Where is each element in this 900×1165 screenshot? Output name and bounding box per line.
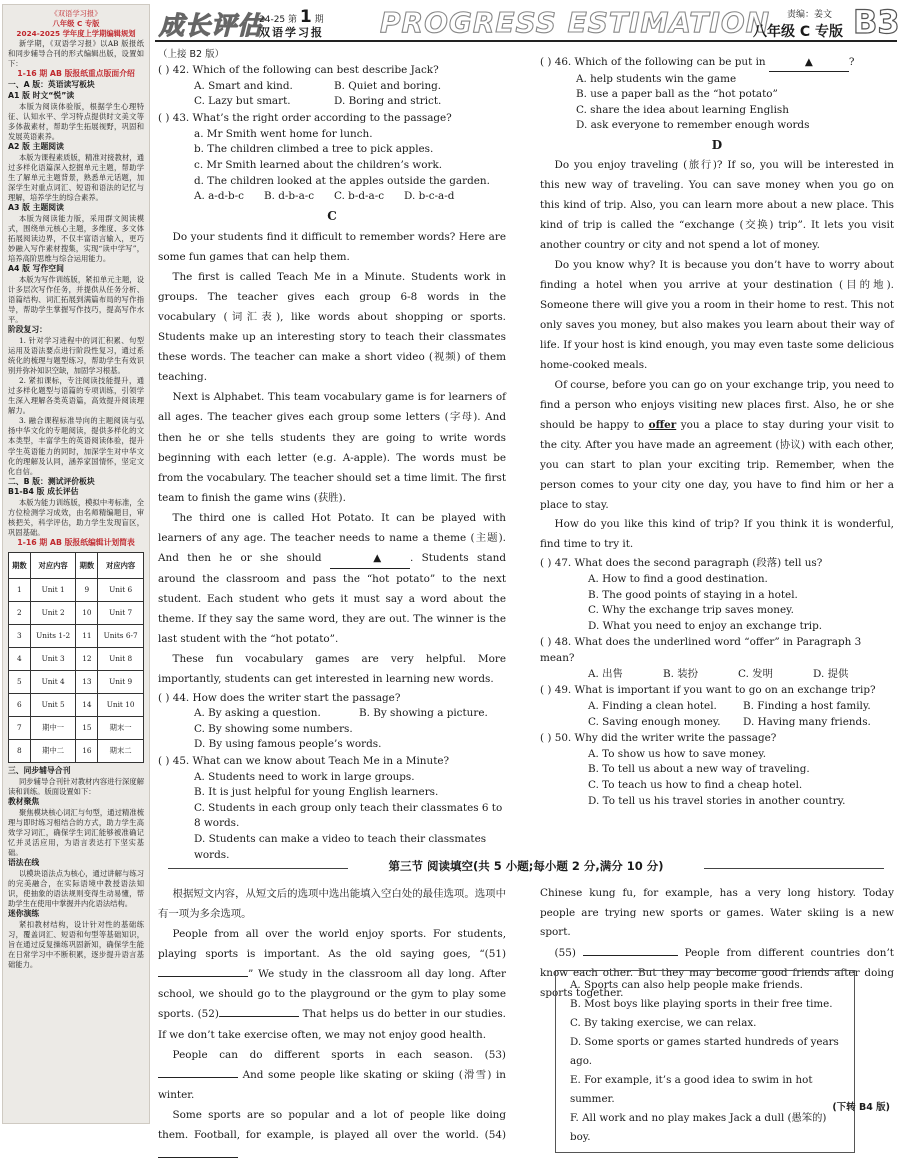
passage-d-para-2: Do you know why? It is because you don’t have to worry about finding a hotel when you arrive at your destination (目的地). Someone there will give you a room in their home to rest. This not only saves you money, but also makes you learn about their way of life. If your host is kind enough, you may even taste some delicious home-cooked meals. [540,258,894,371]
question-45: ( ) 45. What can we know about Teach Me in a Minute? [158,754,450,767]
q47-option-d: D. What you need to enjoy an exchange trip. [588,619,823,632]
q47-option-a: A. How to find a good destination. [588,573,768,586]
option-b: B. Most boys like playing sports in their free time. [570,998,833,1011]
plan-table-cell: 期末一 [98,717,144,740]
plan-table-cell: 16 [76,740,98,763]
part1-title: 一、A 版：英语读写板块 [8,80,95,90]
q46-option-a: A. help students win the game [576,72,737,85]
blank-46: ▲ [330,548,410,569]
q48-options [540,667,894,683]
q49-option-d: D. Having many friends. [743,715,871,728]
b1-text: 本版为能力训练版，模拟中考标准，全方位检测学习成效，由名师精编题目，审核把关，科学评估，助力学生发现盲区，巩固基础。 [8,498,144,538]
continued-to: (下转 B4 版) [832,1102,890,1113]
q46-option-b: B. use a paper ball as the “hot potato” [576,88,778,101]
stage-1: 1. 针对学习进程中的词汇积累、句型运用及语法要点进行阶段性复习，通过系统化的梳理与题型练习，帮助学生有效识别并弥补知识空缺，加固学习根基。 [8,335,144,375]
section3-para-3-cont: Chinese kung fu, for example, has a very long history. Today people are trying new sports or games. Water skiing is a new sport. [540,887,894,939]
plan-table-cell: 10 [76,602,98,625]
logo: 成长评估 [159,11,264,40]
sidebar-grade: 八年级 C 专版 [52,19,100,29]
plan-table-cell: Unit 8 [98,648,144,671]
plan-table-cell: Unit 4 [30,671,76,694]
q50-option-d: D. To tell us his travel stories in another country. [588,794,846,807]
sidebar-intro: 新学期，《双语学习报》以AB 版报纸和同步辅导合刊的形式编辑出版，设置如下： [8,39,144,69]
part3-text: 同步辅导合刊针对教材内容进行深度解读和训练。版面设置如下： [8,776,144,796]
question-46-text: ( ) 46. Which of the following can be put in [540,56,766,68]
section3-rule-left [168,868,348,869]
section3-para-3a: Some sports are so popular and a lot of people like doing them. Football, for example, is played all over the world. (54) [158,1108,506,1141]
section3-para-2 [158,1045,506,1105]
q48-option-b: B. 装扮 [663,667,699,680]
passage-c-para-1: Do your students find it difficult to remember words? Here are some fun games that can help them. [158,230,506,263]
section3-left [158,884,506,1165]
passage-c-para-3: Next is Alphabet. This team vocabulary game is for learners of all ages. The teacher gives each group some letters (字母). And then he or she tells students they are going to write words beginning with each letter (e.g. A-apple). The words must be from the vocabulary. The teacher should set a time limit. The first team to finish the game wins (获胜). [158,391,506,504]
q43-option-b: B. d-b-a-c [264,190,315,203]
q42-option-d: D. Boring and strict. [334,95,442,108]
q48-option-d: D. 提供 [813,667,849,680]
plan-table-cell: Units 6-7 [98,625,144,648]
option-f: F. All work and no play makes Jack a dull (愚笨的) boy. [570,1112,827,1144]
q49-options-row1 [540,699,894,715]
plan-table-cell: Unit 9 [98,671,144,694]
plan-table-cell: 13 [76,671,98,694]
a4-text: 本版为写作训练版，紧扣单元主题，设计多层次写作任务，并提供从任务分析、语篇结构、词汇拓展到满篇布局的写作指导，帮助学生掌握写作技巧，提高写作水平。 [8,274,144,324]
plan-table-cell: Unit 3 [30,648,76,671]
plan-table-cell: 1 [9,579,31,602]
plan-table-cell: Unit 5 [30,694,76,717]
q44-option-c: C. By showing some numbers. [194,722,353,735]
q44-option-b: B. By showing a picture. [359,707,488,720]
plan-table-cell: Unit 10 [98,694,144,717]
passage-c-para-4-rest: . Students stand around the classroom and pass the “hot potato” to the next student. Each student who gets it must say a word about the theme. If they say the same word, they are out. The winner is the last student with the “hot potato”. [158,551,506,646]
q42-option-c: C. Lazy but smart. [194,95,291,108]
passage-d-para-1: Do you enjoy traveling (旅行)? If so, you will be interested in this new way of traveling. You can save money when you go on this kind of trip. Also, you can learn more about a new place. This kind of trip is called the “exchange (交换) trip”. It lets you visit another country or city and not spend a lot of money. [540,159,894,251]
passage-c-para-4-text: The third one is called Hot Potato. It can be played with learners of any age. The teacher needs to name a theme (主题). And then he or she should [158,511,506,564]
a1-text: 本版为阅读体验版，根据学生心理特征、认知水平、学习特点提供时文美文等多体裁素材，帮助学生拓展视野，巩固和发展英语素养。 [8,101,144,141]
option-d: D. Some sports or games started hundreds of years ago. [570,1036,839,1068]
plan-table-cell: 期中一 [30,717,76,740]
b1-title: B1-B4 版 成长评估 [8,487,79,497]
q49-options-row2 [540,715,894,731]
plan-table-cell: Unit 1 [30,579,76,602]
s1-title: 教材聚焦 [8,797,40,807]
passage-d-para-3 [540,376,894,516]
blank-55 [583,955,678,956]
s2-title: 语法在线 [8,858,40,868]
plan-table-cell: Unit 2 [30,602,76,625]
q50-option-a: A. To show us how to save money. [588,747,767,760]
s1-text: 聚焦模块核心词汇与句型，通过精准梳理与即时练习相结合的方式，助力学生高效学习词汇，确保学生词汇能够被准确记忆并灵活应用，为语言表达打下坚实基础。 [8,807,144,858]
continued-from: （上接 B2 版） [158,49,225,60]
passage-d-para-3a: Of course, before you can go on your exchange trip, you need to find a person who enjoys visiting new places first. Also, he or she should be happy to [540,378,894,431]
plan-table-cell: 2 [9,602,31,625]
issue-prefix: 24-25 第 [259,15,298,25]
plan-table-title: 1-16 期 AB 版报纸编辑计划简表 [17,538,135,548]
q43-option-d: D. b-c-a-d [404,190,455,203]
section3-header [158,858,894,880]
editor: 责编：姜文 [787,10,833,20]
passage-c-title: C [327,208,337,223]
edition: 八年级 C 专版 [753,24,844,40]
section3-para-1b: ” We study in the classroom all day long. After school, we should go to the playground or the gym to play some sports. (52) [158,968,506,1021]
section3-para-4a: (55) [554,946,576,959]
issue-suffix: 期 [314,15,324,25]
sidebar [2,4,150,1124]
passage-d-title: D [711,138,723,153]
underlined-offer: offer [648,418,677,431]
question-49: ( ) 49. What is important if you want to go on an exchange trip? [540,684,876,697]
plan-table-cell: 期末二 [98,740,144,763]
plan-table-cell: 12 [76,648,98,671]
q44-option-d: D. By using famous people’s words. [194,738,382,751]
section3-instructions: 根据短文内容，从短文后的选项中选出能填入空白处的最佳选项。选项中有一项为多余选项。 [158,888,506,921]
plan-table-row [9,740,144,763]
a4-title: A4 版 写作空间 [8,264,64,273]
q42-options-row2 [158,94,506,110]
passage-d-para-4: How do you like this kind of trip? If you think it is wonderful, find time to try it. [540,518,894,551]
s2-text: 以模块语法点为核心，通过讲解与练习的完美融合，在实际语境中教授语法知识，使抽象的语法规则变得生动易懂，帮助学生在使用中掌握并内化语法结构。 [8,868,144,909]
blank-54 [158,1157,238,1158]
section3-options-box [555,970,855,1153]
plan-table [8,552,144,763]
q45-option-a: A. Students need to work in large groups. [194,770,415,783]
column-left [158,48,506,863]
q45-option-b: B. It is just helpful for young English learners. [194,786,439,799]
issue-num: 1 [299,7,312,27]
q43-item-b: b. The children climbed a tree to pick apples. [194,143,434,156]
section3-para-4b: People from different countries don’t know each other. But they may become good friends after doing sports together. [540,946,894,999]
a3-title: A3 版 主题阅读 [8,202,64,212]
a1-title: A1 版 时文“悦”读 [8,90,75,100]
blank-53 [158,1077,238,1078]
question-50: ( ) 50. Why did the writer write the passage? [540,732,777,745]
plan-table-cell: 7 [9,717,31,740]
plan-table-header: 期数 [76,553,98,579]
sidebar-title: 《双语学习报》 [50,9,102,18]
sidebar-plan: 2024-2025 学年度上学期编辑规划 [16,29,136,39]
plan-table-row [9,579,144,602]
plan-table-row [9,717,144,740]
question-46: ( ) 46. Which of the following can be put in ▲ ? [540,55,894,72]
section3-title: 第三节 阅读填空(共 5 小题;每小题 2 分,满分 10 分) [388,859,664,873]
question-44: ( ) 44. How does the writer start the passage? [158,691,401,704]
stage-3: 3. 融合课程标准导向的主题阅读与弘扬中华文化的专题阅读，提供多样化的文本类型，丰富学生的英语阅读体验，提升学生英语能力的同时，加深学生对中华文化的理解及认同，涵养家国情怀，坚定文化自信。 [8,416,144,476]
plan-table-header: 期数 [9,553,31,579]
plan-table-row [9,602,144,625]
a2-text: 本版为课程素质版，精准对接教材，通过多样化语篇深入挖掘单元主题，帮助学生了解单元主题背景，熟悉单元话题，加深学生对重点词汇、短语和语法的记忆与理解，培养学生的综合素养。 [8,152,144,202]
q43-options [158,189,506,205]
q43-option-c: C. b-d-a-c [334,190,385,203]
plan-table-cell: 期中二 [30,740,76,763]
q50-option-b: B. To tell us about a new way of traveling. [588,763,810,776]
q47-option-b: B. The good points of staying in a hotel. [588,588,798,601]
page-label: B3 [853,3,900,41]
part2-title: 二、B 版：测试评价板块 [8,476,95,486]
option-c: C. By taking exercise, we can relax. [570,1017,757,1030]
q45-option-c: C. Students in each group only teach their classmates 6 to 8 words. [194,801,503,830]
plan-table-cell: 11 [76,625,98,648]
section3-para-1c: That helps us do better in our studies. If we don’t take exercise often, we may not enjoy good health. [158,1008,506,1041]
blank-51 [158,976,248,977]
q42-options-row1 [158,79,506,95]
passage-c-para-2: The first is called Teach Me in a Minute. Students work in groups. The teacher gives each group 6-8 words in the vocabulary (词汇表), like words about shopping or sports. Students make up an interesting story to teach their classmates these words. The teacher can make a short video (视频) of them teaching. [158,270,506,384]
plan-table-cell: 6 [9,694,31,717]
plan-table-cell: 5 [9,671,31,694]
q43-item-c: c. Mr Smith learned about the children’s work. [194,158,443,171]
q46-option-d: D. ask everyone to remember enough words [576,119,810,132]
s3-title: 迷你演练 [8,909,40,919]
plan-table-cell: Unit 7 [98,602,144,625]
plan-table-row [9,648,144,671]
q49-option-c: C. Saving enough money. [588,715,721,728]
q48-option-c: C. 发明 [738,667,773,680]
plan-table-cell: 4 [9,648,31,671]
stage-2: 2. 紧扣课标，专注阅读技能提升，通过多样化题型与语篇的专项训练，引领学生深入理解各类英语篇，高效提升阅读理解力。 [8,376,144,416]
q42-option-b: B. Quiet and boring. [334,79,442,92]
option-a: A. Sports can also help people make friends. [570,979,803,991]
q43-item-d: d. The children looked at the apples outside the garden. [194,174,490,187]
q44-option-a: A. By asking a question. [194,707,321,720]
a2-title: A2 版 主题阅读 [8,141,64,151]
q49-option-a: A. Finding a clean hotel. [588,699,717,712]
plan-table-cell: Units 1-2 [30,625,76,648]
ab-title: 1-16 期 AB 版报纸重点版面介绍 [17,69,135,79]
part3-title: 三、同步辅导合刊 [8,766,71,776]
question-42: ( ) 42. Which of the following can best describe Jack? [158,64,439,77]
plan-table-cell: 15 [76,717,98,740]
q44-options-row1 [158,706,506,722]
question-47: ( ) 47. What does the second paragraph (段落) tell us? [540,557,823,570]
a3-text: 本版为阅读能力版，采用群文阅读模式，围绕单元核心主题，多维度、多文体拓展阅读边界，不仅丰富语言输入，更巧妙融入写作素材搜集，实现“读中学写”，培养高阶思维与综合运用能力。 [8,213,144,263]
section3-para-1a: People from all over the world enjoy sports. For students, playing sports is important. As the old saying goes, “(51) [158,928,506,961]
section3-para-2a: People can do different sports in each season. (53) [172,1048,506,1061]
q50-option-c: C. To teach us how to find a cheap hotel. [588,778,803,791]
page-header [155,3,900,42]
passage-d-para-3b: you a place to stay during your visit to the city. After you have made an agreement (协议) with each other, you can start to plan your exciting trip. Remember, when the person comes to your city one day, you have to find him or her a place to stay. [540,418,894,511]
plan-table-header: 对应内容 [30,553,76,579]
plan-table-cell: 3 [9,625,31,648]
blank-52 [219,1016,299,1017]
section3-para-3 [158,1105,506,1165]
q47-option-c: C. Why the exchange trip saves money. [588,604,794,617]
passage-c-para-4 [158,508,506,650]
passage-d [540,156,894,555]
section3-para-2b: And some people like skating or skiing (滑雪) in winter. [158,1068,506,1101]
plan-table-row [9,625,144,648]
q49-option-b: B. Finding a host family. [743,699,871,712]
plan-table-row [9,671,144,694]
question-48: ( ) 48. What does the underlined word “offer” in Paragraph 3 mean? [540,636,862,665]
plan-table-row [9,694,144,717]
question-43: ( ) 43. What’s the right order according to the passage? [158,112,452,125]
q48-option-a: A. 出售 [588,667,623,680]
q43-item-a: a. Mr Smith went home for lunch. [194,127,373,140]
stage-title: 阶段复习： [8,325,47,335]
q43-option-a: A. a-d-b-c [194,190,244,203]
q46-option-c: C. share the idea about learning English [576,103,789,116]
plan-table-cell: 8 [9,740,31,763]
passage-c-para-5: These fun vocabulary games are very helpful. More importantly, students can get interested in learning new words. [158,653,506,686]
progress-banner: PROGRESS ESTIMATION [380,6,771,39]
section3-para-1 [158,924,506,1044]
paper-name: 双语学习报 [259,26,324,39]
q46-blank: ▲ [769,55,849,72]
q42-option-a: A. Smart and kind. [194,79,293,92]
q45-option-d: D. Students can make a video to teach their classmates words. [194,833,487,861]
option-e: E. For example, it’s a good idea to swim in hot summer. [570,1074,813,1106]
plan-table-cell: 9 [76,579,98,602]
plan-table-cell: 14 [76,694,98,717]
column-right [540,54,894,809]
plan-table-header: 对应内容 [98,553,144,579]
s3-text: 紧扣教材结构，设计针对性的基础练习，覆盖词汇、短语和句型等基础知识，旨在通过反复操练巩固新知，确保学生能在日常学习中不断积累，逐步提升语言基础能力。 [8,919,144,970]
plan-table-cell: Unit 6 [98,579,144,602]
section3-rule-right [704,868,884,869]
